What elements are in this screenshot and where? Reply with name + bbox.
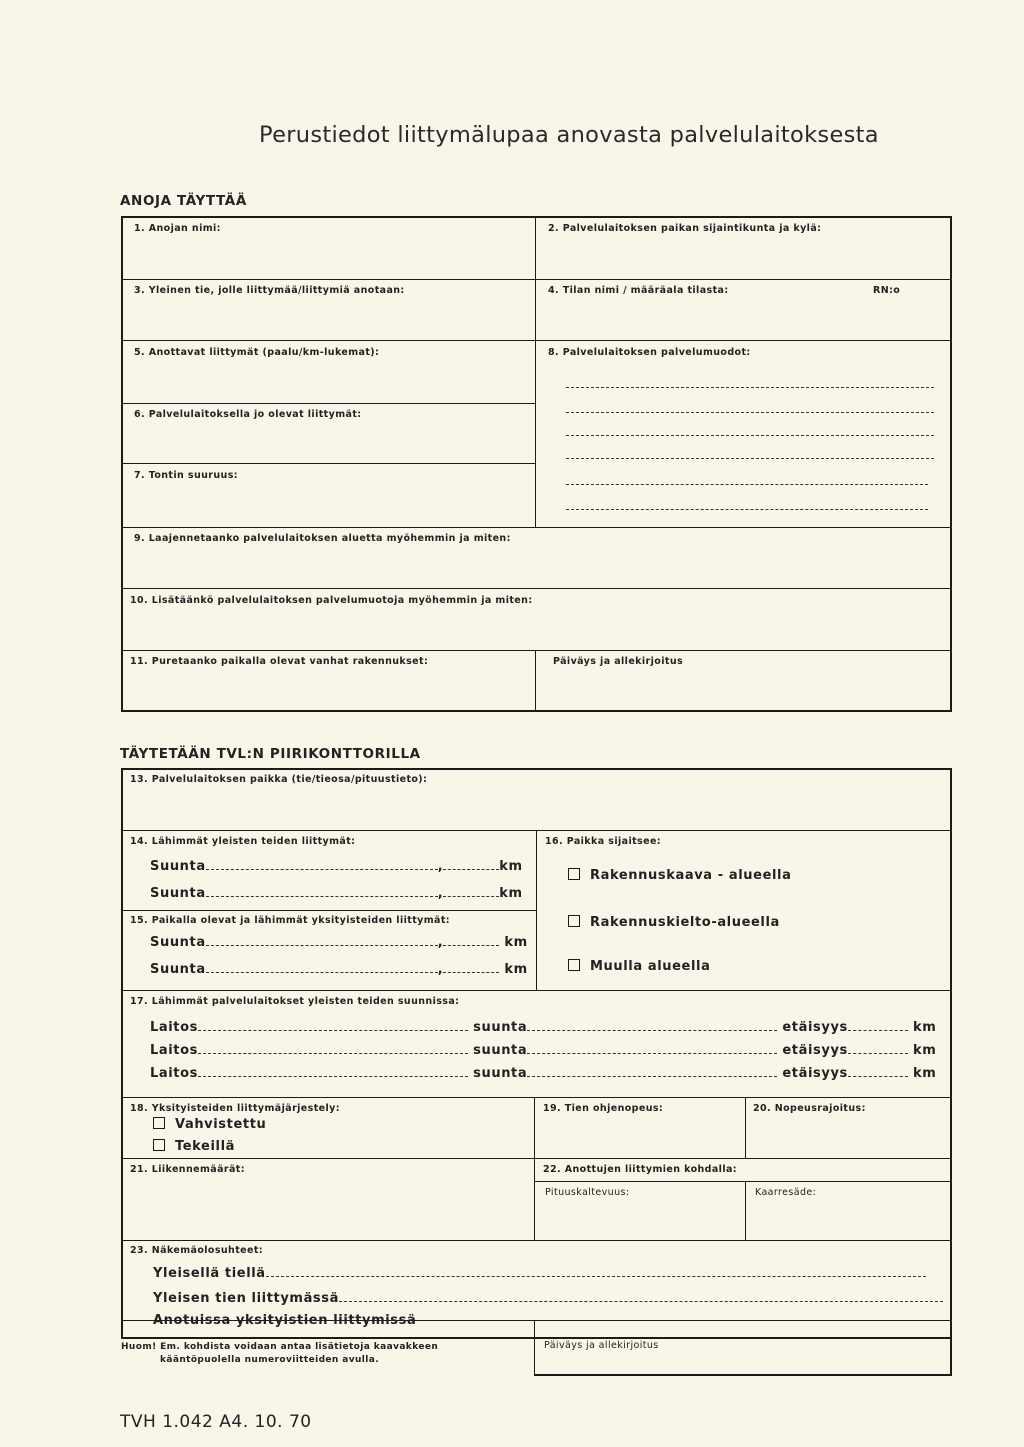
- suunta-fill[interactable]: [527, 1075, 777, 1077]
- field-17-row-3: [150, 1066, 936, 1081]
- field-15-row-2: [150, 962, 528, 977]
- km-unit: km: [913, 1043, 937, 1058]
- visibility-label: Yleisellä tiellä: [153, 1266, 266, 1281]
- distance-fill[interactable]: [443, 971, 499, 973]
- divider: [121, 403, 535, 404]
- visibility-row-3: [153, 1313, 416, 1328]
- option-label: Vahvistettu: [175, 1117, 267, 1132]
- comma: ,: [437, 962, 444, 977]
- divider: [121, 527, 952, 528]
- signature-box[interactable]: [534, 1338, 952, 1376]
- divider: [535, 217, 536, 527]
- distance-fill[interactable]: [443, 868, 499, 870]
- etaisyys-label: etäisyys: [782, 1066, 848, 1081]
- etaisyys-fill[interactable]: [848, 1075, 908, 1077]
- option-18-2[interactable]: [153, 1139, 235, 1154]
- field-11-label: 11. Puretaanko paikalla olevat vanhat rakennukset:: [130, 656, 429, 667]
- field-19-label: 19. Tien ohjenopeus:: [543, 1103, 664, 1114]
- field-20-label: 20. Nopeusrajoitus:: [753, 1103, 866, 1114]
- field-13-label: 13. Palvelulaitoksen paikka (tie/tieosa/pituustieto):: [130, 774, 428, 785]
- section-applicant-heading: ANOJA TÄYTTÄÄ: [120, 193, 247, 209]
- laitos-label: Laitos: [150, 1043, 198, 1058]
- divider: [121, 588, 952, 589]
- direction-fill[interactable]: [206, 895, 438, 897]
- note-line-1: Huom! Em. kohdista voidaan antaa lisätietoja kaavakkeen: [121, 1342, 439, 1352]
- suunta-fill[interactable]: [527, 1052, 777, 1054]
- field-14-row-1: [150, 859, 523, 874]
- laitos-label: Laitos: [150, 1020, 198, 1035]
- divider: [121, 910, 536, 911]
- suunta-label: suunta: [473, 1020, 528, 1035]
- visibility-fill[interactable]: [339, 1300, 943, 1302]
- visibility-row-2: [153, 1291, 943, 1306]
- km-unit: km: [504, 935, 528, 950]
- divider: [121, 463, 535, 464]
- direction-fill[interactable]: [206, 868, 438, 870]
- divider: [534, 1320, 535, 1339]
- direction-fill[interactable]: [206, 971, 438, 973]
- field-17-label: 17. Lähimmät palvelulaitokset yleisten teiden suunnissa:: [130, 996, 460, 1007]
- field-2-label: 2. Palvelulaitoksen paikan sijaintikunta ja kylä:: [548, 223, 822, 234]
- divider: [121, 650, 952, 651]
- divider: [535, 651, 536, 712]
- visibility-fill[interactable]: [266, 1275, 926, 1277]
- note-line-2: kääntöpuolella numeroviitteiden avulla.: [160, 1355, 380, 1365]
- checkbox[interactable]: [568, 959, 580, 971]
- suunta-label: Suunta: [150, 859, 206, 874]
- divider: [121, 1097, 952, 1098]
- field-8-line[interactable]: [566, 387, 934, 388]
- field-16-label: 16. Paikka sijaitsee:: [545, 836, 661, 847]
- divider: [534, 1098, 535, 1241]
- field-17-row-1: [150, 1020, 936, 1035]
- field-9-label: 9. Laajennetaanko palvelulaitoksen aluetta myöhemmin ja miten:: [134, 533, 511, 544]
- km-unit: km: [913, 1066, 937, 1081]
- divider: [121, 990, 952, 991]
- field-5-label: 5. Anottavat liittymät (paalu/km-lukemat):: [134, 347, 380, 358]
- etaisyys-label: etäisyys: [782, 1043, 848, 1058]
- suunta-label: Suunta: [150, 935, 206, 950]
- option-18-1[interactable]: [153, 1117, 266, 1132]
- laitos-fill[interactable]: [198, 1075, 468, 1077]
- form-code: TVH 1.042 A4. 10. 70: [120, 1412, 312, 1432]
- option-16-3[interactable]: [568, 959, 710, 974]
- suunta-label: suunta: [473, 1066, 528, 1081]
- field-22b-label: Kaarresäde:: [755, 1187, 817, 1198]
- option-16-1[interactable]: [568, 868, 791, 883]
- divider: [535, 1181, 952, 1182]
- suunta-label: Suunta: [150, 962, 206, 977]
- divider: [121, 1158, 952, 1159]
- etaisyys-fill[interactable]: [848, 1029, 908, 1031]
- field-18-label: 18. Yksityisteiden liittymäjärjestely:: [130, 1103, 340, 1114]
- distance-fill[interactable]: [443, 944, 499, 946]
- divider: [536, 831, 537, 990]
- visibility-label: Yleisen tien liittymässä: [153, 1291, 339, 1306]
- field-14-row-2: [150, 886, 523, 901]
- field-21-label: 21. Liikennemäärät:: [130, 1164, 245, 1175]
- field-22-label: 22. Anottujen liittymien kohdalla:: [543, 1164, 737, 1175]
- checkbox[interactable]: [568, 915, 580, 927]
- field-15-label: 15. Paikalla olevat ja lähimmät yksityisteiden liittymät:: [130, 915, 450, 926]
- field-4-label: 4. Tilan nimi / määräala tilasta:: [548, 285, 729, 296]
- suunta-fill[interactable]: [527, 1029, 777, 1031]
- field-14-label: 14. Lähimmät yleisten teiden liittymät:: [130, 836, 356, 847]
- field-22a-label: Pituuskaltevuus:: [545, 1187, 630, 1198]
- field-8-line[interactable]: [566, 484, 928, 485]
- field-8-line[interactable]: [566, 509, 928, 510]
- divider: [121, 340, 952, 341]
- form-title: Perustiedot liittymälupaa anovasta palvelulaitoksesta: [259, 122, 879, 148]
- visibility-row-1: [153, 1266, 926, 1281]
- field-7-label: 7. Tontin suuruus:: [134, 470, 238, 481]
- suunta-label: Suunta: [150, 886, 206, 901]
- laitos-fill[interactable]: [198, 1052, 468, 1054]
- checkbox[interactable]: [153, 1139, 165, 1151]
- distance-fill[interactable]: [443, 895, 499, 897]
- km-unit: km: [499, 859, 523, 874]
- field-3-label: 3. Yleinen tie, jolle liittymää/liittymiä anotaan:: [134, 285, 405, 296]
- section-office-heading: TÄYTETÄÄN TVL:N PIIRIKONTTORILLA: [120, 746, 421, 762]
- comma: ,: [437, 935, 444, 950]
- field-6-label: 6. Palvelulaitoksella jo olevat liittymät:: [134, 409, 362, 420]
- km-unit: km: [913, 1020, 937, 1035]
- laitos-fill[interactable]: [198, 1029, 468, 1031]
- etaisyys-fill[interactable]: [848, 1052, 908, 1054]
- comma: ,: [437, 859, 444, 874]
- field-8-label: 8. Palvelulaitoksen palvelumuodot:: [548, 347, 751, 358]
- km-unit: km: [499, 886, 523, 901]
- visibility-label: Anotuissa yksityistien liittymissä: [153, 1313, 417, 1328]
- signature-label-2: Päiväys ja allekirjoitus: [544, 1340, 659, 1351]
- option-label: Rakennuskaava - alueella: [590, 868, 792, 883]
- field-4-rn-label: RN:o: [873, 285, 901, 296]
- field-8-line[interactable]: [566, 412, 934, 413]
- km-unit: km: [504, 962, 528, 977]
- field-23-label: 23. Näkemäolosuhteet:: [130, 1245, 263, 1256]
- option-label: Muulla alueella: [590, 959, 711, 974]
- checkbox[interactable]: [153, 1117, 165, 1129]
- field-15-row-1: [150, 935, 528, 950]
- divider: [121, 1240, 952, 1241]
- divider: [745, 1181, 746, 1241]
- laitos-label: Laitos: [150, 1066, 198, 1081]
- field-17-row-2: [150, 1043, 936, 1058]
- field-10-label: 10. Lisätäänkö palvelulaitoksen palvelumuotoja myöhemmin ja miten:: [130, 595, 533, 606]
- suunta-label: suunta: [473, 1043, 528, 1058]
- divider: [121, 279, 952, 280]
- field-8-line[interactable]: [566, 435, 934, 436]
- option-16-2[interactable]: [568, 915, 780, 930]
- etaisyys-label: etäisyys: [782, 1020, 848, 1035]
- comma: ,: [437, 886, 444, 901]
- field-1-label: 1. Anojan nimi:: [134, 223, 221, 234]
- signature-label-1: Päiväys ja allekirjoitus: [553, 656, 684, 667]
- direction-fill[interactable]: [206, 944, 438, 946]
- option-label: Tekeillä: [175, 1139, 236, 1154]
- divider: [745, 1098, 746, 1158]
- checkbox[interactable]: [568, 868, 580, 880]
- field-8-line[interactable]: [566, 458, 934, 459]
- option-label: Rakennuskielto-alueella: [590, 915, 780, 930]
